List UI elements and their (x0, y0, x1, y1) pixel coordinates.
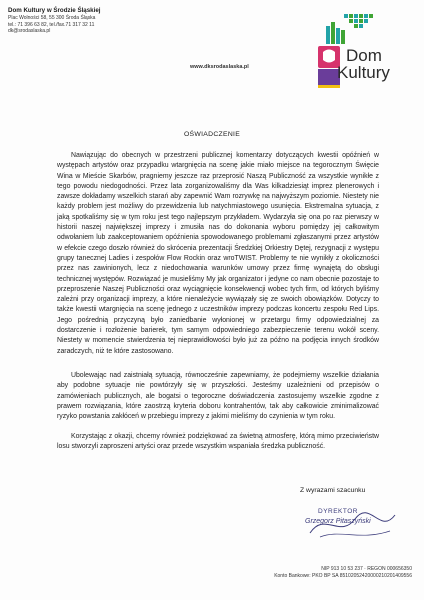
org-address: Plac Wolności 58, 55 300 Środa Śląska (8, 15, 96, 21)
letterhead (8, 7, 198, 35)
website-link[interactable]: www.dksrodaslaska.pl (190, 64, 249, 70)
paragraph-2: Ubolewając nad zaistniałą sytuacją, równocześnie zapewniamy, że podejmiemy wszelkie działania aby podobne sytuacje nie powtórzyły się w przyszłości. Jesteśmy uzależnieni od przepisów o zamówieniach publicznych, ale bogatsi o tegoroczne doświadczenia zastosujemy wszelkie zgodne z prawem rozwiązania, które zaostrzą kryteria doboru kontrahentów, tak aby całkowicie zminimalizować ryzyko powstania zakłóceń w przebiegu imprezy z jakimi mieliśmy do czynienia w tym roku. (57, 372, 379, 421)
logo-text-kultury: Kultury (337, 63, 390, 82)
footer-bank-account: Konto Bankowe: PKO BP SA 85102052420000210201409556 (274, 572, 412, 579)
org-name: Dom Kultury w Środzie Śląskiej (8, 7, 101, 14)
footer (200, 566, 412, 579)
closing-phrase: Z wyrazami szacunku (300, 487, 366, 494)
signature-title: DYREKTOR (318, 508, 358, 515)
signature-name: Grzegorz Pitaszyński (305, 518, 371, 525)
paragraph-1: Nawiązując do obecnych w przestrzeni publicznej komentarzy dotyczących kwestii opóźnień w występach artystów oraz przypadku wtargnięcia na scenę jakie miało miejsce na tegorocznym Święcie Wina w Mieście Skarbów, pragniemy jeszcze raz przeprosić Naszą Publiczność za wszystkie wynikłe z tego powodu niedogodności. Przez lata zorganizowaliśmy dla Was kilkadziesiąt imprez plenerowych i zawsze dokładamy wszelkich starań aby zapewnić Wam rozrywkę na najwyższym poziomie. Niestety nie każdy problem jest możliwy do przewidzenia lub natychmiastowego usunięcia. Ekstremalna sytuacja, z jaką spotkaliśmy się w tym roku jest tego najlepszym przykładem. Wydarzyła się ona po raz pierwszy w historii naszej największej imprezy i zmusiła nas do dokonania wyboru pomiędzy jej całkowitym odwołaniem lub zaakceptowaniem opóźnienia spowodowanego problemami zgłaszanymi przez artystów w efekcie czego doszło również do skrócenia prezentacji Średzkiej Orkiestry Dętej, rezygnacji z występu grupy tanecznej Ladies i zespołów Flow Rockin oraz wroTWIST. Problemy te nie wynikły z okoliczności przez nas zawinionych, lecz z niedochowania warunków umowy przez firmę wynajętą do obsługi technicznej występów. Rozwiązać je musieliśmy My jak organizator i jedyne co nam obecnie pozostaje to przeproszenie Naszej Publiczności oraz wyciągnięcie konsekwencji wobec tych firm, od których byliśmy zależni przy organizacji imprezy, a które nienależycie wywiązały się ze swoich obowiązków. Dotyczy to także kwestii wtargnięcia na scenę jednego z uczestników imprezy podczas koncertu zespołu Red Lips. Jego pośrednią przyczyną było zaniedbanie wyłonionej w przetargu firmy odpowiedzialnej za dostarczenie i rozłożenie barierek, tym samym odpowiedniego zabezpieczenie terenu wokół sceny. Niestety w momencie stwierdzenia tej nieprawidłowości było już za późno na podjęcia innych środków zaradczych, niż te które zastosowano. (57, 152, 379, 355)
paragraph-3: Korzystając z okazji, chcemy również podziękować za świetną atmosferę, którą mimo przeciwieństw losu stworzyli zaproszeni artyści oraz przede wszystkim wspaniała średzka publiczność. (57, 433, 379, 451)
org-phone: tel.: 71 396 63 82, tel./fax.71 317 32 11 (8, 21, 95, 28)
logo-text-dom: Dom (346, 46, 382, 65)
document-title: OŚWIADCZENIE (183, 131, 241, 138)
footer-nip-regon: NIP 913 10 53 237 · REGON 000656350 (321, 566, 412, 572)
org-email: dk@srodaslaska.pl (8, 28, 51, 35)
